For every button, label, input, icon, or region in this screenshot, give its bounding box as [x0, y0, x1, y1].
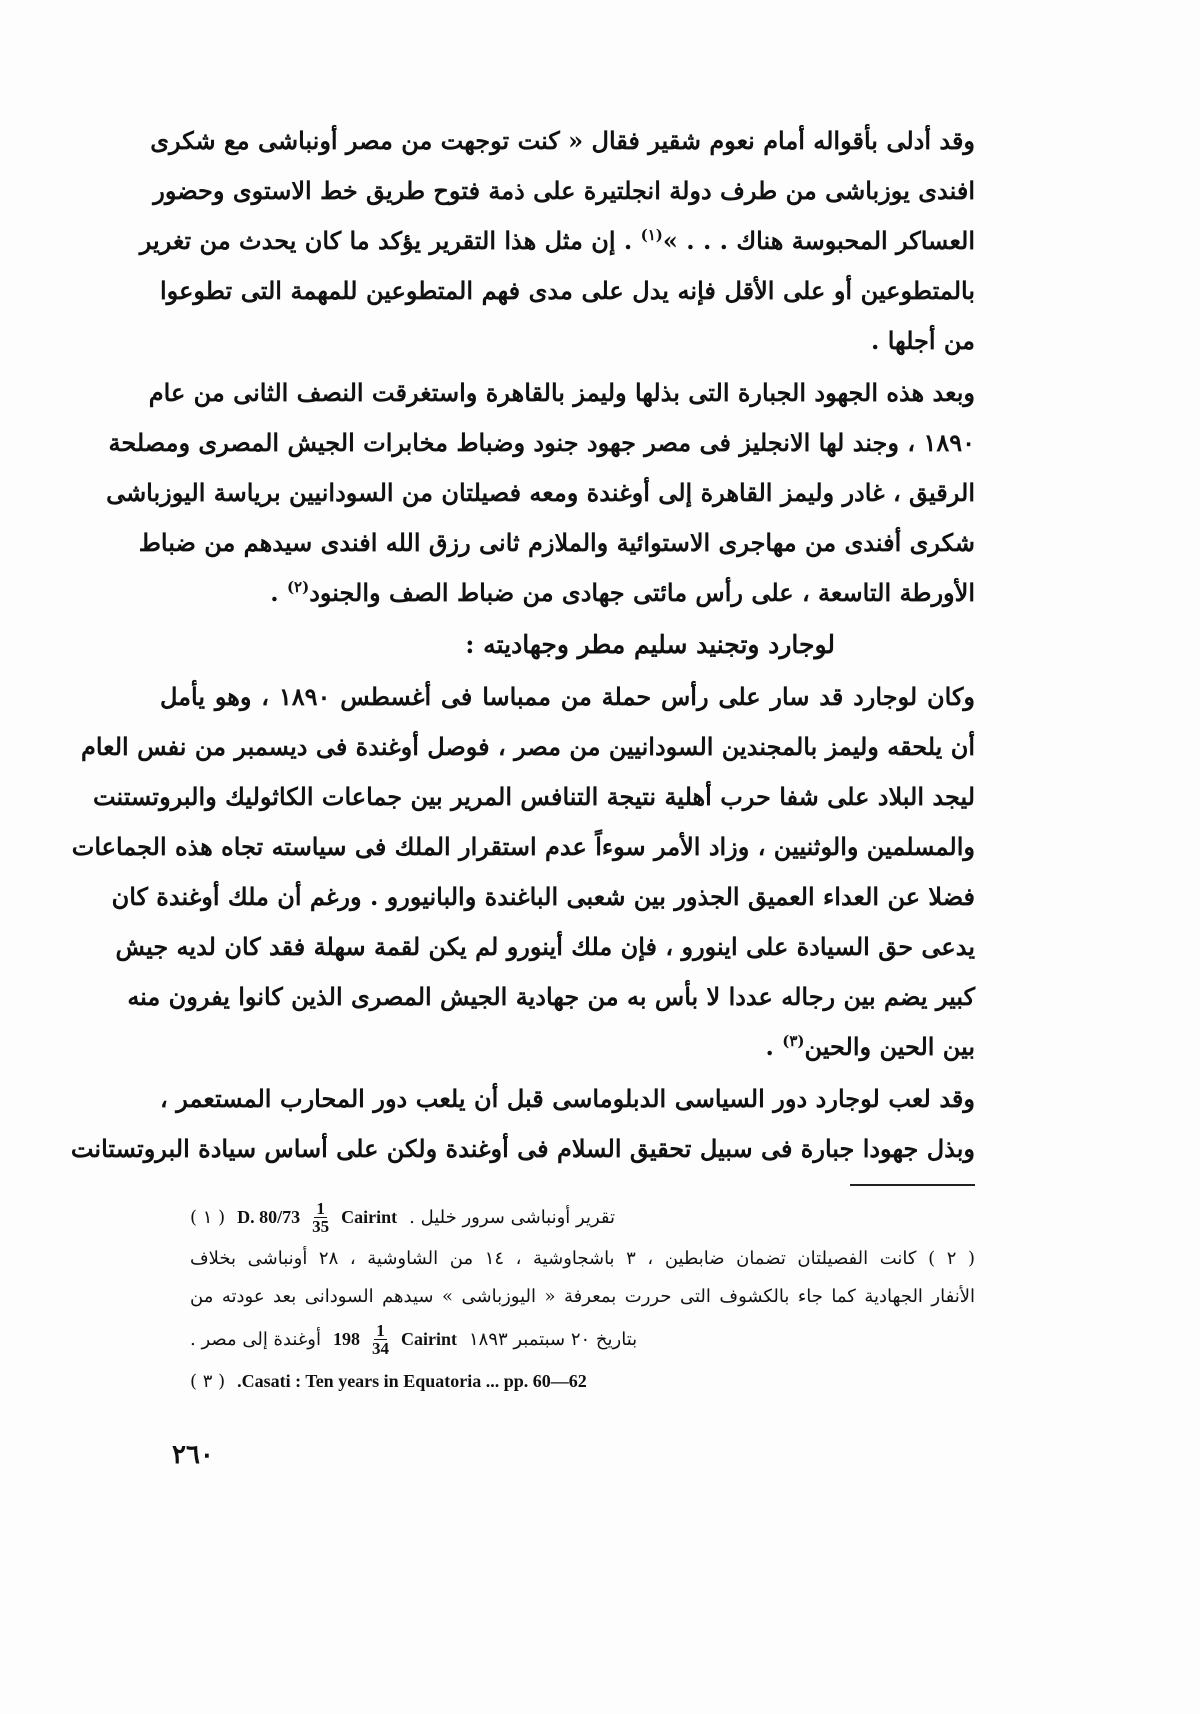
- footnote-ref-3: (٣): [782, 1032, 805, 1050]
- text-line: [160, 1022, 975, 1072]
- paragraph-1: [139, 116, 975, 366]
- text-line: شكرى أفندى من مهاجرى الاستوائية والملازم ثانى رزق الله افندى سيدهم من ضباط: [138, 528, 975, 557]
- fraction-numerator: 1: [376, 1320, 385, 1340]
- text-line: بالمتطوعين أو على الأقل فإنه يدل على مدى فهم المتطوعين للمهمة التى تطوعوا: [160, 276, 975, 305]
- text-line: فضلا عن العداء العميق الجذور بين شعبى الباغندة والبانيورو . ورغم أن ملك أوغندة كان: [111, 882, 975, 911]
- paragraph-2: [106, 368, 975, 618]
- paragraph-4: [70, 1074, 975, 1174]
- text-line: وبعد هذه الجهود الجبارة التى بذلها وليمز بالقاهرة واستغرقت النصف الثانى من عام: [148, 378, 975, 407]
- fraction: [372, 1322, 389, 1357]
- footnote-3: [190, 1362, 975, 1400]
- text-fragment: .: [765, 1032, 783, 1061]
- text-line: وكان لوجارد قد سار على رأس حملة من ممباسا فى أغسطس ١٨٩٠ ، وهو يأمل: [160, 682, 976, 711]
- footnote-2-line: [190, 1316, 975, 1362]
- footnote-marker: ( ٣ ): [190, 1370, 226, 1392]
- fraction: [312, 1200, 329, 1235]
- footnote-text: أوغندة إلى مصر .: [190, 1328, 321, 1350]
- text-fragment: بين الحين والحين: [804, 1032, 975, 1061]
- footnote-ref-1: (١): [640, 226, 663, 244]
- text-line: يدعى حق السيادة على اينورو ، فإن ملك أينورو لم يكن لقمة سهلة فقد كان لديه جيش: [115, 932, 975, 961]
- footnote-2-line: ( ٢ ) كانت الفصيلتان تضمان ضابطين ، ٣ باشجاوشية ، ١٤ من الشاوشية ، ٢٨ أونباشى بخلاف: [190, 1248, 975, 1269]
- text-line: [139, 216, 975, 266]
- text-fragment: الأورطة التاسعة ، على رأس مائتى جهادى من ضباط الصف والجنود: [309, 578, 975, 607]
- text-fragment: العساكر المحبوسة هناك . . . »: [662, 226, 975, 255]
- footnote-reference: 198: [332, 1328, 360, 1349]
- text-line: افندى يوزباشى من طرف دولة انجلتيرة على ذمة فتوح طريق خط الاستوى وحضور: [153, 176, 975, 205]
- text-line: أن يلحقه وليمز بالمجندين السودانيين من مصر ، فوصل أوغندة فى ديسمبر من نفس العام: [80, 732, 975, 761]
- text-line: وبذل جهودا جبارة فى سبيل تحقيق السلام فى أوغندة ولكن على أساس سيادة البروتستانت: [70, 1134, 975, 1163]
- text-line: ليجد البلاد على شفا حرب أهلية نتيجة التنافس المرير بين جماعات الكاثوليك والبروتستنت: [92, 782, 975, 811]
- archive-name: Cairint: [400, 1328, 457, 1349]
- footnote-date: بتاريخ ٢٠ سبتمبر ١٨٩٣: [468, 1328, 638, 1350]
- text-line: والمسلمين والوثنيين ، وزاد الأمر سوءاً عدم استقرار الملك فى سياسته تجاه هذه الجماعات: [71, 832, 975, 861]
- text-line: وقد أدلى بأقواله أمام نعوم شقير فقال « كنت توجهت من مصر أونباشى مع شكرى: [150, 126, 975, 155]
- text-fragment: .: [270, 578, 287, 607]
- text-line: [160, 568, 975, 618]
- section-heading: لوجارد وتجنيد سليم مطر وجهاديته :: [465, 630, 835, 659]
- footnote-1: [190, 1194, 975, 1240]
- footnote-divider: [850, 1184, 975, 1186]
- main-text: [70, 116, 976, 1174]
- footnote-reference: D. 80/73: [237, 1206, 301, 1227]
- footnote-marker: ( ١ ): [190, 1206, 226, 1228]
- footnote-text: تقرير أونباشى سرور خليل .: [409, 1206, 616, 1228]
- text-line: ١٨٩٠ ، وجند لها الانجليز فى مصر جهود جنود وضباط مخابرات الجيش المصرى ومصلحة: [108, 428, 975, 457]
- footnote-ref-2: (٢): [286, 578, 310, 596]
- text-fragment: . إن مثل هذا التقرير يؤكد ما كان يحدث من تغرير: [139, 226, 633, 255]
- text-line: وقد لعب لوجارد دور السياسى الدبلوماسى قبل أن يلعب دور المحارب المستعمر ،: [160, 1084, 975, 1113]
- footnote-2-line: الأنفار الجهادية كما جاء بالكشوف التى حررت بمعرفة « اليوزباشى » سيدهم السودانى بعد عودته من: [190, 1286, 975, 1307]
- fraction-denominator: 35: [312, 1216, 330, 1236]
- footnotes: [190, 1194, 975, 1400]
- archive-name: Cairint: [341, 1206, 398, 1227]
- text-line: الرقيق ، غادر وليمز القاهرة إلى أوغندة ومعه فصيلتان من السودانيين برياسة اليوزباشى: [106, 478, 975, 507]
- paragraph-3: [71, 672, 976, 1072]
- text-line: من أجلها .: [870, 326, 975, 355]
- fraction-denominator: 34: [371, 1338, 389, 1358]
- page-number: ٢٦٠: [172, 1440, 214, 1470]
- fraction-numerator: 1: [316, 1198, 325, 1218]
- text-line: كبير يضم بين رجاله عددا لا بأس به من جهادية الجيش المصرى الذين كانوا يفرون منه: [127, 982, 975, 1011]
- footnote-text: .Casati : Ten years in Equatoria ... pp. 60—62: [237, 1370, 587, 1391]
